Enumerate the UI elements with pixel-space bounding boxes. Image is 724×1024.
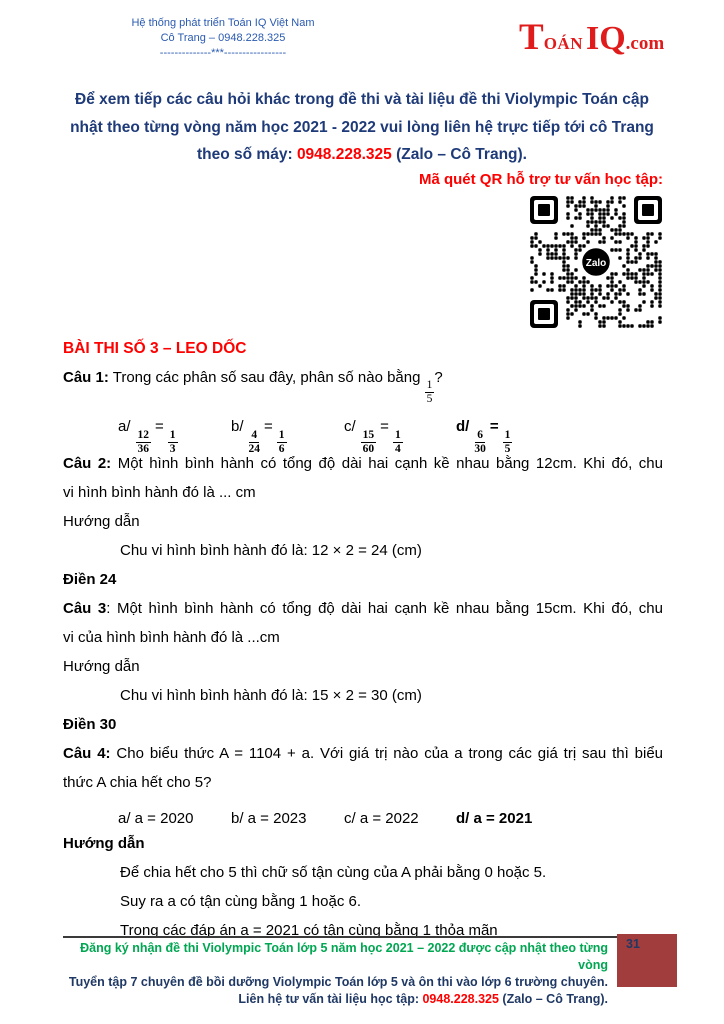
option-d-correct: d/ $\frac{6}{30}$ = $\frac{1}{5}$ xyxy=(456,418,511,455)
footer-block xyxy=(63,940,608,1008)
phone-number: 0948.228.325 xyxy=(422,992,499,1006)
quiz-title: BÀI THI SỐ 3 – LEO DỐC xyxy=(63,340,247,357)
qr-code xyxy=(530,196,662,328)
question-2-solution: Chu vi hình bình hành đó là: 12 × 2 = 24 (cm) xyxy=(120,542,422,560)
question-3-answer: Điền 30 xyxy=(63,716,117,734)
option-a: a/ a = 2020 xyxy=(118,810,194,828)
notice-line-2: nhật theo từng vòng năm học 2021 - 2022 vui lòng liên hệ trực tiếp tới cô Trang xyxy=(70,118,654,136)
header-block xyxy=(116,16,330,61)
option-b: b/ $\frac{4}{24}$ = $\frac{1}{6}$ xyxy=(231,418,285,455)
fraction: $\frac{6}{30}$ xyxy=(474,429,486,455)
header-org-name: Hệ thống phát triển Toán IQ Việt Nam xyxy=(131,17,315,29)
phone-number: 0948.228.325 xyxy=(296,146,392,163)
header-divider: --------------***----------------- xyxy=(159,47,287,59)
option-b: b/ a = 2023 xyxy=(231,810,307,828)
fraction: $\frac{1}{3}$ xyxy=(169,429,176,455)
fraction: $\frac{1}{5}$ xyxy=(504,429,511,455)
question-3-guide: Hướng dẫn xyxy=(63,658,140,676)
option-c: c/ a = 2022 xyxy=(344,810,419,828)
question-2-line-2: vi hình bình hành đó là ... cm xyxy=(63,484,256,502)
fraction: $\frac{12}{36}$ xyxy=(137,429,150,455)
option-d-correct: d/ a = 2021 xyxy=(456,810,533,828)
footer-line-2: Tuyển tập 7 chuyên đề bồi dưỡng Violympic Toán lớp 5 và ôn thi vào lớp 6 trường chuyên. xyxy=(68,975,608,989)
notice-line-1: Để xem tiếp các câu hỏi khác trong đề thi và tài liệu đề thi Violympic Toán cập xyxy=(75,91,649,108)
question-4-step-3: Trong các đáp án a = 2021 có tận cùng bằng 1 thỏa mãn xyxy=(120,922,498,940)
fraction: $\frac{1}{4}$ xyxy=(394,429,401,455)
logo-letter-t: T xyxy=(519,17,544,58)
footer-divider xyxy=(63,936,618,938)
question-4-options xyxy=(63,797,663,829)
question-1-options xyxy=(63,405,663,455)
contact-notice xyxy=(62,86,662,169)
question-2-line-1: Câu 2: Một hình bình hành có tổng độ dài hai cạnh kề nhau bằng 12cm. Khi đó, chu xyxy=(63,455,663,473)
logo-com: .com xyxy=(625,33,665,54)
header-contact: Cô Trang – 0948.228.325 xyxy=(160,32,286,44)
notice-line-3: theo số máy: 0948.228.325 (Zalo – Cô Trang). xyxy=(197,146,527,163)
question-4-step-2: Suy ra a có tận cùng bằng 1 hoặc 6. xyxy=(120,893,362,911)
fraction: $\frac{4}{24}$ xyxy=(248,429,261,455)
question-2-answer: Điền 24 xyxy=(63,571,117,589)
question-4-guide: Hướng dẫn xyxy=(63,835,145,853)
question-4-line-1: Câu 4: Cho biểu thức A = 1104 + a. Với giá trị nào của a trong các giá trị sau thì biểu xyxy=(63,745,664,763)
question-3-line-1: Câu 3: Một hình bình hành có tổng độ dài hai cạnh kề nhau bằng 15cm. Khi đó, chu xyxy=(63,600,663,618)
page-number-badge: 31 xyxy=(617,934,677,987)
question-4-step-1: Để chia hết cho 5 thì chữ số tận cùng của A phải bằng 0 hoặc 5. xyxy=(120,864,547,882)
qr-code-image xyxy=(530,196,662,328)
logo-oan: OÁN xyxy=(543,34,583,53)
fraction: $\frac{15}{60}$ xyxy=(362,429,375,455)
option-a: a/ $\frac{12}{36}$ = $\frac{1}{3}$ xyxy=(118,418,176,455)
footer-line-1: Đăng ký nhận đề thi Violympic Toán lớp 5 năm học 2021 – 2022 được cập nhật theo từng vòng xyxy=(80,941,608,972)
fraction: $\frac{1}{5}$ xyxy=(426,379,433,405)
qr-label: Mã quét QR hỗ trợ tư vấn học tập: xyxy=(418,171,663,188)
logo-iq: IQ xyxy=(585,20,626,57)
svg-text:Zalo: Zalo xyxy=(585,258,607,269)
question-3-solution: Chu vi hình bình hành đó là: 15 × 2 = 30 (cm) xyxy=(120,687,422,705)
question-4-line-2: thức A chia hết cho 5? xyxy=(63,774,212,792)
fraction: $\frac{1}{6}$ xyxy=(278,429,285,455)
question-1: Câu 1: Trong các phân số sau đây, phân số nào bằng $\frac{1}{5}$ ? xyxy=(63,369,443,405)
brand-logo xyxy=(519,16,664,59)
footer-line-3: Liên hệ tư vấn tài liệu học tập: 0948.228.325 (Zalo – Cô Trang). xyxy=(238,992,608,1006)
question-2-guide: Hướng dẫn xyxy=(63,513,140,531)
quiz-content xyxy=(63,334,663,945)
question-3-line-2: vi của hình bình hành đó là ...cm xyxy=(63,629,280,647)
option-c: c/ $\frac{15}{60}$ = $\frac{1}{4}$ xyxy=(344,418,401,455)
